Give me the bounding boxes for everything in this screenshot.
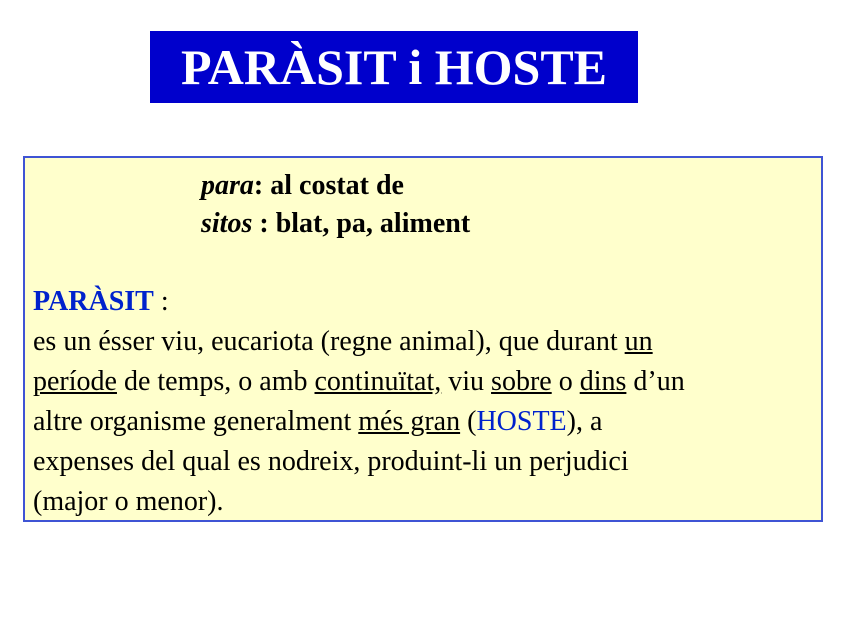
- page-title: PARÀSIT i HOSTE: [180, 39, 608, 95]
- definition-line: [33, 482, 821, 522]
- definition-segment: expenses del qual es nodreix, produint-li un perjudici: [33, 446, 629, 477]
- definition-segment: (major o menor).: [33, 486, 224, 517]
- definition-line: [33, 402, 821, 442]
- underlined-term: més gran: [358, 406, 461, 437]
- etymology-meaning: blat, pa, aliment: [268, 208, 471, 239]
- etymology-meaning: al costat de: [263, 170, 404, 201]
- definition-segment: viu: [441, 366, 492, 397]
- definition-line: [33, 362, 821, 402]
- underlined-term: període: [33, 366, 117, 397]
- etymology-term: para: [201, 170, 254, 201]
- underlined-term: sobre: [491, 366, 552, 397]
- hoste-term: HOSTE: [476, 406, 567, 437]
- definition-segment: ), a: [566, 406, 603, 437]
- definition-segment: (: [460, 406, 477, 437]
- heading-colon: :: [153, 286, 169, 317]
- definition-segment: d’un: [626, 366, 685, 397]
- etymology-line-sitos: [201, 210, 470, 238]
- definition-text: [33, 322, 821, 522]
- underlined-term: dins: [579, 366, 627, 397]
- etymology-line-para: [201, 172, 404, 200]
- etymology-term: sitos: [201, 208, 253, 239]
- definition-line: [33, 442, 821, 482]
- definition-panel: [23, 156, 823, 522]
- definition-segment: altre organisme generalment: [33, 406, 359, 437]
- underlined-term: un: [624, 326, 653, 357]
- etymology-separator: :: [253, 170, 264, 201]
- parasit-term: PARÀSIT: [33, 286, 154, 317]
- definition-segment: es un ésser viu, eucariota (regne animal), que durant: [33, 326, 625, 357]
- definition-segment: o: [551, 366, 580, 397]
- title-banner: [150, 31, 638, 103]
- definition-segment: de temps, o amb: [116, 366, 315, 397]
- definition-heading: [33, 288, 169, 316]
- definition-line: [33, 322, 821, 362]
- underlined-term: continuïtat,: [314, 366, 442, 397]
- etymology-separator: :: [252, 208, 269, 239]
